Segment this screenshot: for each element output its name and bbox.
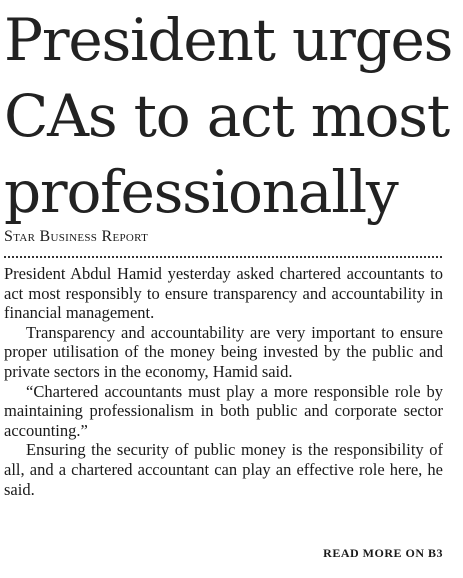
dotted-divider [4, 256, 442, 258]
article-body [4, 264, 443, 499]
body-paragraph: Ensuring the security of public money is the responsibility of all, and a chartered accountant can play an effective role here, he said. [4, 440, 443, 499]
body-paragraph: President Abdul Hamid yesterday asked chartered accountants to act most responsibly to ensure transparency and accountability in financial management. [4, 264, 443, 323]
body-paragraph: Transparency and accountability are very important to ensure proper utilisation of the money being invested by the public and private sectors in the economy, Hamid said. [4, 322, 443, 381]
byline: Star Business Report [4, 228, 149, 245]
headline-line: President urges [4, 6, 453, 74]
headline [4, 2, 463, 230]
read-more-link[interactable]: READ MORE ON B3 [323, 546, 443, 560]
headline-line: CAs to act most [4, 82, 449, 150]
headline-line: professionally [4, 158, 398, 226]
body-paragraph: “Chartered accountants must play a more responsible role by maintaining professionalism in both public and corporate sector accounting.” [4, 381, 443, 440]
